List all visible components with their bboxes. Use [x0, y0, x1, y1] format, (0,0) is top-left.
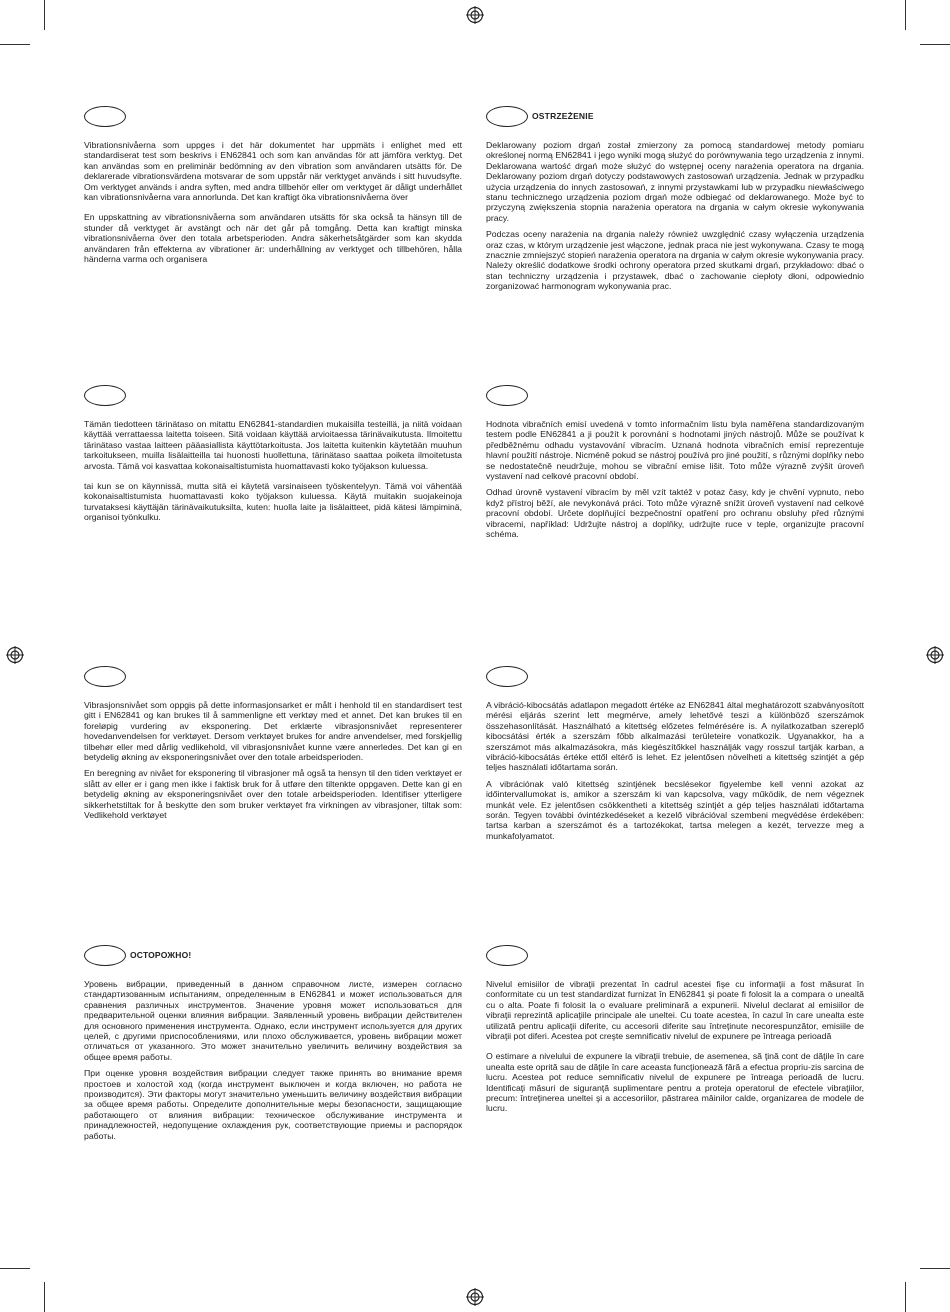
language-oval-icon [486, 385, 528, 406]
registration-mark-bottom [466, 1288, 484, 1306]
section-finnish [84, 383, 462, 529]
paragraph: A vibrációnak való kitettség szintjének becslésekor figyelembe kell venni azokat az időintervallumokat is, amikor a szerszám ki van kapcsolva, vagy működik, de nem végeznek munkát vele. Ez jelentősen csökkentheti a kitettség szintjét a gép teljes használati időtartama során. Tegyen további óvintézkedéseket a kezelő vibrációval szembeni megvédése érdekében: tartsa karban a szerszámot és a tartozékokat, tartsa melegen a kezét, tervezze meg a munkafolyamatot. [486, 778, 864, 841]
paragraph: tai kun se on käynnissä, mutta sitä ei käytetä varsinaiseen työskentelyyn. Tämä voi vähentää kokonaisaltistumista huomattavasti koko työjakson kuluessa. Käytä muitakin suojakeinoja turvataksesi käyttäjän tärinävaikutuksilta, kuten: huolla laite ja lisälaitteet, pidä kätesi lämpiminä, organisoi työnkulku. [84, 481, 462, 523]
crop-mark-bottom-left-vertical [44, 1282, 45, 1312]
paragraph: Deklarowany poziom drgań został zmierzony za pomocą standardowej metody pomiaru określonej normą EN62841 i jego wyniki mogą służyć do porównywania tego urządzenia z innymi. Deklarowana wartość drgań może służyć do wstępnej oceny narażenia operatora na drgania. Deklarowany poziom drgań dotyczy podstawowych zastosowań urządzenia. Jednak w przypadku użycia urządzenia do innych zastosowań, z innymi przystawkami lub w przypadku niewłaściwego stanu technicznego urządzenia poziom drgań może odbiegać od deklarowanego. Może być to przyczyną zwiększenia stopnia narażenia operatora na drgania w całym okresie wykonywania pracy. [486, 140, 864, 223]
section-header [486, 383, 864, 407]
language-oval-icon [84, 666, 126, 687]
language-oval-icon [486, 106, 528, 127]
warning-label: OSTRZEŻENIE [532, 111, 594, 121]
paragraph: Vibrationsnivåerna som uppges i det här dokumentet har uppmäts i enlighet med ett standardiserat test som beskrivs i EN62841 och som kan användas för att jämföra verktyg. Det kan användas som en preliminär bedömning av den vibration som användaren utsätts för. De deklarerade vibrationsvärdena motsvarar de som uppstår när verktyget används i sitt huvudsyfte. Om verktyget används i andra syften, med andra tillbehör eller om verktyget är dåligt underhållet kan vibrationsnivåerna vara annorlunda. Det kan kraftigt öka vibrationsnivåerna över [84, 140, 462, 203]
section-header [486, 664, 864, 688]
language-oval-icon [84, 106, 126, 127]
paragraph: Tämän tiedotteen tärinätaso on mitattu EN62841-standardien mukaisilla testeillä, ja niitä voidaan käyttää verrattaessa laitetta toiseen. Sitä voidaan käyttää arvioitaessa tärinävaikutusta. Ilmoitettu tärinätaso vastaa laitteen pääasiallista käyttötarkoitusta. Jos laitetta kuitenkin käytetään muuhun tarkoitukseen, muilla lisälaitteilla tai huonosti huollettuna, tärinätaso saattaa poiketa ilmoitetusta arvosta. Tämä voi kasvattaa kokonaisaltistumista huomattavasti koko työjakson kuluessa. [84, 419, 462, 471]
section-russian [84, 943, 462, 1147]
language-oval-icon [486, 945, 528, 966]
section-romanian [486, 943, 864, 1120]
paragraph: O estimare a nivelului de expunere la vibraţii trebuie, de asemenea, să ţină cont de dăţile în care unealta este oprită sau de dăţile în care aceasta funcţionează fără a efectua propriu-zis sarcina de lucru. Acestea pot reduce semnificativ nivelul de expunere pe întreaga perioadă de lucru. Identificaţi măsuri de siguranţă suplimentare pentru a proteja operatorul de efectele vibraţiilor, precum: întreţinerea uneltei şi a accesoriilor, păstrarea mâinilor calde, organizarea de modele de lucru. [486, 1051, 864, 1114]
section-czech [486, 383, 864, 545]
language-oval-icon [486, 666, 528, 687]
section-header [84, 383, 462, 407]
crop-mark-top-right-vertical [905, 0, 906, 30]
paragraph: En uppskattning av vibrationsnivåerna som användaren utsätts för ska också ta hänsyn till de stunder då verktyget är avstängt och när det går på tomgång. Detta kan kraftigt minska vibrationsnivåerna över den totala arbetsperioden. Andra säkerhetsåtgärder som kan skydda användaren från effekterna av vibrationer är: underhållning av verktyget och tillbehören, hålla händerna varma och organisera [84, 212, 462, 265]
paragraph: En beregning av nivået for eksponering til vibrasjoner må også ta hensyn til den tiden verktøyet er slått av eller er i gang men ikke i faktisk bruk for å utføre den tiltenkte oppgaven. Dette kan gi en betydelig økning av eksponeringsnivået over den totale arbeidsperioden. Identifiser ytterligere sikkerhetstiltak for å beskytte den som bruker verktøyet fra virkningen av vibrasjoner, tiltak som: Vedlikehold verktøyet [84, 768, 462, 821]
paragraph: Vibrasjonsnivået som oppgis på dette informasjonsarket er målt i henhold til en standardisert test gitt i EN62841 og kan brukes til å sammenligne ett verktøy med et annet. Det kan brukes til en foreløpig vurdering av eksponering. Det erklærte vibrasjonsnivået representerer hovedanvendelsen for verktøyet. Dersom verktøyet brukes for andre anvendelser, med forskjellig tilbehør eller med dårlig vedlikehold, vil vibrasjonsnivået kunne være annerledes. Det kan gi en betydelig økning av eksponeringsnivået over den totale arbeidsperioden. [84, 700, 462, 763]
paragraph: A vibráció-kibocsátás adatlapon megadott értéke az EN62841 által meghatározott szabványosított mérési eljárás szerint lett megmérve, amely lehetővé teszi a különböző szerszámok összehasonlítását. Használható a kitettség előzetes felmérésére is. A nyilatkozatban szereplő kibocsátási érték a szerszám főbb alkalmazási területeire vonatkozik. Ugyanakkor, ha a szerszámot más alkalmazásokra, más kiegészítőkkel használják vagy rosszul tartják karban, a vibráció-kibocsátás értéke ettől eltérő is lehet. Ez jelentősen növelheti a kitettség szintjét a gép teljes használati időtartama során. [486, 700, 864, 773]
crop-mark-top-left-vertical [44, 0, 45, 30]
paragraph: Podczas oceny narażenia na drgania należy również uwzględnić czasy wyłączenia urządzenia oraz czas, w którym urządzenie jest włączone, jednak praca nie jest wykonywana. Czasy te mogą znacznie zmniejszyć stopień narażenia operatora na drgania w całym okresie wykonywania pracy. Należy określić dodatkowe środki ochrony operatora przed skutkami drgań, przykładowo: dbać o stan techniczny urządzenia i przystawek, dbać o zachowanie ciepłoty dłoni, odpowiednio zorganizować harmonogram wykonywania prac. [486, 229, 864, 292]
paragraph: Hodnota vibračních emisí uvedená v tomto informačním listu byla naměřena standardizovaným testem podle EN62841 a ji použít k porovnání s hodnotami jiných nástrojů. Může se používat k předběžnému odhadu vystavování vibracím. Uznaná hodnota vibračních emisí reprezentuje hlavní použití nástroje. Nicméně pokud se nástroj používá pro jiné použití, s různými doplňky nebo se nedostatečně neudržuje, mohou se vibrační emise lišit. Toto může výrazně zvýšit úroveň vystavení nad celkové pracovní období. [486, 419, 864, 482]
section-header [84, 664, 462, 688]
language-oval-icon [84, 945, 126, 966]
section-swedish [84, 104, 462, 270]
registration-mark-right [926, 646, 944, 664]
section-header [486, 104, 864, 128]
language-oval-icon [84, 385, 126, 406]
crop-mark-bottom-left-horizontal [0, 1268, 30, 1269]
section-hungarian [486, 664, 864, 847]
paragraph: Уровень вибрации, приведенный в данном справочном листе, измерен согласно стандартизованным испытаниям, определенным в EN62841 и может использоваться для сравнения различных инструментов. Значение уровня может использоваться для предварительной оценки влияния вибрации. Заявленный уровень вибрации действителен для основного применения инструмента. Однако, если инструмент используется для других целей, с другими приспособлениями, или плохо обслуживается, уровень вибрации может отличаться от указанного. Это может значительно увеличить величину воздействия за общее время работы. [84, 979, 462, 1062]
paragraph: При оценке уровня воздействия вибрации следует также принять во внимание время простоев и холостой ход (когда инструмент выключен и когда включен, но работа не производится). Эти факторы могут значительно уменьшить величину воздействия вибрации за общее время работы. Определите дополнительные меры безопасности, защищающие работающего от влияния вибрации: техническое обслуживание инструмента и принадлежностей, недопущение охлаждения рук, соответствующие приемы и распорядок работы. [84, 1068, 462, 1141]
registration-mark-top [466, 6, 484, 24]
paragraph: Nivelul emisiilor de vibraţii prezentat în cadrul acestei fişe cu informaţii a fost măsurat în conformitate cu un test standardizat furnizat în EN62841 şi poate fi folosit la a compara o unealtă cu o alta. Poate fi folosit la o evaluare preliminară a expunerii. Nivelul declarat al emisiilor de vibraţii reprezintă aplicaţiile principale ale uneltei. Cu toate acestea, în cazul în care unealta este utilizată pentru aplicaţii diferite, cu accesorii diferite sau întreţinute necorespunzător, emisiile de vibraţii pot diferi. Acestea pot creşte semnificativ nivelul de expunere pe întreaga perioadă [486, 979, 864, 1042]
section-header [84, 943, 462, 967]
crop-mark-top-left-horizontal [0, 44, 30, 45]
section-polish [486, 104, 864, 298]
crop-mark-top-right-horizontal [920, 44, 950, 45]
warning-label: ОСТОРОЖНО! [130, 950, 192, 960]
section-header [84, 104, 462, 128]
crop-mark-bottom-right-horizontal [920, 1268, 950, 1269]
registration-mark-left [6, 646, 24, 664]
section-norwegian [84, 664, 462, 826]
paragraph: Odhad úrovně vystavení vibracím by měl vzít taktéž v potaz časy, kdy je chvění vypnuto, nebo když přístroj běží, ale nevykonává práci. Toto může výrazně snížit úroveň vystavení nad celkové pracovní období. Určete doplňující bezpečnostní opatření pro ochranu obsluhy před různými vibracemi, například: Udržujte nástroj a doplňky, udržujte ruce v teple, organizujte pracovní schéma. [486, 487, 864, 540]
section-header [486, 943, 864, 967]
crop-mark-bottom-right-vertical [905, 1282, 906, 1312]
